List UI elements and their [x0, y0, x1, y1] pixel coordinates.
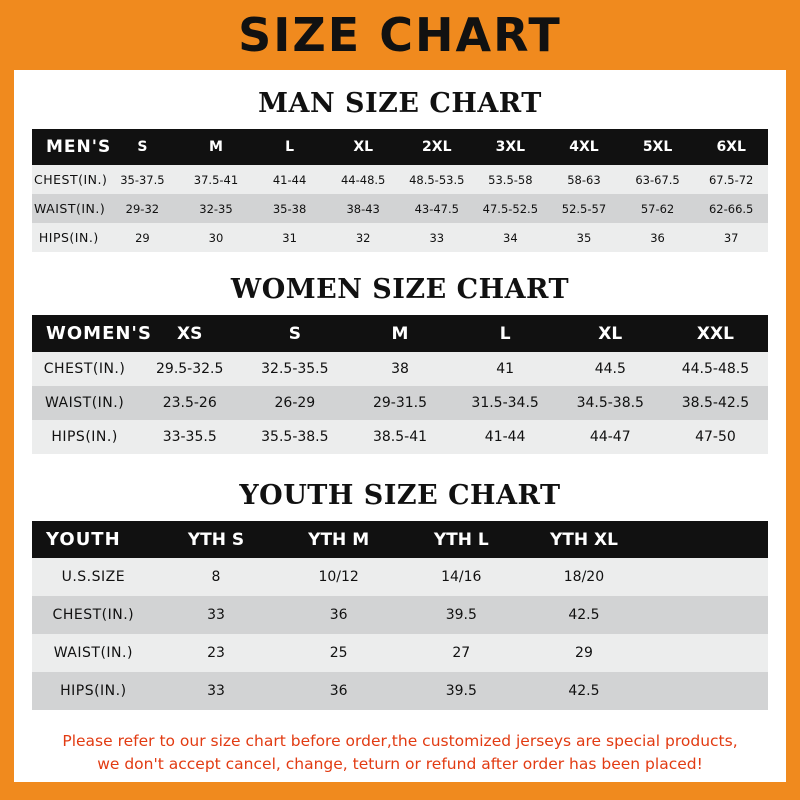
page-title: SIZE CHART — [238, 8, 562, 62]
bottom-accent-bar — [0, 782, 800, 800]
cell: 29.5-32.5 — [137, 352, 242, 386]
table-header-row — [32, 521, 768, 558]
cell: 26-29 — [242, 386, 347, 420]
table-row — [32, 596, 768, 634]
row-label: HIPS(IN.) — [32, 672, 155, 710]
content — [14, 88, 786, 777]
cell: 52.5-57 — [547, 194, 621, 223]
cell: 29-31.5 — [347, 386, 452, 420]
youth-size-col: YTH S — [155, 521, 278, 558]
note-line-2: we don't accept cancel, change, teturn or refund after order has been placed! — [97, 755, 703, 774]
cell: 14/16 — [400, 558, 523, 596]
disclaimer-note — [32, 730, 768, 777]
row-label: WAIST(IN.) — [32, 386, 137, 420]
banner — [14, 0, 786, 70]
youth-size-col-empty — [645, 521, 768, 558]
cell: 36 — [621, 223, 695, 252]
women-size-col: L — [453, 315, 558, 352]
man-size-col: S — [106, 129, 180, 165]
cell: 33 — [155, 672, 278, 710]
cell: 31 — [253, 223, 327, 252]
cell: 42.5 — [523, 672, 646, 710]
cell: 58-63 — [547, 165, 621, 194]
cell: 34 — [474, 223, 548, 252]
cell: 29 — [106, 223, 180, 252]
cell: 23.5-26 — [137, 386, 242, 420]
cell: 10/12 — [277, 558, 400, 596]
cell: 29 — [523, 634, 646, 672]
cell — [645, 558, 768, 596]
man-size-col: 3XL — [474, 129, 548, 165]
cell: 44.5 — [558, 352, 663, 386]
cell: 35-37.5 — [106, 165, 180, 194]
cell: 32-35 — [179, 194, 253, 223]
cell: 67.5-72 — [694, 165, 768, 194]
women-size-col: XXL — [663, 315, 768, 352]
cell — [645, 596, 768, 634]
cell: 36 — [277, 672, 400, 710]
row-label: U.S.SIZE — [32, 558, 155, 596]
women-section-title: WOMEN SIZE CHART — [230, 274, 570, 305]
youth-section-title: YOUTH SIZE CHART — [239, 480, 561, 511]
row-label: CHEST(IN.) — [32, 596, 155, 634]
cell: 32.5-35.5 — [242, 352, 347, 386]
cell: 57-62 — [621, 194, 695, 223]
man-size-col: 2XL — [400, 129, 474, 165]
table-row — [32, 420, 768, 454]
row-label: WAIST(IN.) — [32, 194, 106, 223]
youth-table-header — [32, 521, 768, 558]
table-row — [32, 558, 768, 596]
cell: 43-47.5 — [400, 194, 474, 223]
youth-size-table — [32, 521, 768, 710]
cell: 47-50 — [663, 420, 768, 454]
cell: 30 — [179, 223, 253, 252]
cell: 44-47 — [558, 420, 663, 454]
cell: 48.5-53.5 — [400, 165, 474, 194]
cell: 23 — [155, 634, 278, 672]
cell: 27 — [400, 634, 523, 672]
cell: 33 — [400, 223, 474, 252]
cell: 39.5 — [400, 672, 523, 710]
cell: 38.5-42.5 — [663, 386, 768, 420]
cell: 41-44 — [453, 420, 558, 454]
cell: 41 — [453, 352, 558, 386]
man-size-col: L — [253, 129, 327, 165]
cell — [645, 634, 768, 672]
man-size-col: M — [179, 129, 253, 165]
cell: 53.5-58 — [474, 165, 548, 194]
cell: 18/20 — [523, 558, 646, 596]
cell: 32 — [326, 223, 400, 252]
man-size-col: 6XL — [694, 129, 768, 165]
cell: 31.5-34.5 — [453, 386, 558, 420]
women-size-col: XS — [137, 315, 242, 352]
man-head-label: MEN'S — [32, 129, 106, 165]
row-label: HIPS(IN.) — [32, 223, 106, 252]
cell: 8 — [155, 558, 278, 596]
note-line-1: Please refer to our size chart before order,the customized jerseys are special products, — [62, 732, 738, 750]
cell: 47.5-52.5 — [474, 194, 548, 223]
man-table-header — [32, 129, 768, 165]
cell: 37.5-41 — [179, 165, 253, 194]
women-size-col: S — [242, 315, 347, 352]
table-header-row — [32, 129, 768, 165]
cell — [645, 672, 768, 710]
youth-table-body — [32, 558, 768, 710]
man-size-col: XL — [326, 129, 400, 165]
man-size-table — [32, 129, 768, 252]
cell: 39.5 — [400, 596, 523, 634]
cell: 34.5-38.5 — [558, 386, 663, 420]
youth-size-col: YTH L — [400, 521, 523, 558]
row-label: CHEST(IN.) — [32, 352, 137, 386]
table-row — [32, 194, 768, 223]
cell: 62-66.5 — [694, 194, 768, 223]
cell: 33-35.5 — [137, 420, 242, 454]
cell: 42.5 — [523, 596, 646, 634]
table-header-row — [32, 315, 768, 352]
women-table-body — [32, 352, 768, 454]
women-table-header — [32, 315, 768, 352]
table-row — [32, 672, 768, 710]
cell: 36 — [277, 596, 400, 634]
cell: 44.5-48.5 — [663, 352, 768, 386]
cell: 35.5-38.5 — [242, 420, 347, 454]
row-label: WAIST(IN.) — [32, 634, 155, 672]
table-row — [32, 386, 768, 420]
table-row — [32, 223, 768, 252]
man-size-col: 4XL — [547, 129, 621, 165]
women-size-table — [32, 315, 768, 454]
cell: 25 — [277, 634, 400, 672]
women-size-col: M — [347, 315, 452, 352]
cell: 63-67.5 — [621, 165, 695, 194]
cell: 41-44 — [253, 165, 327, 194]
women-head-label: WOMEN'S — [32, 315, 137, 352]
cell: 35-38 — [253, 194, 327, 223]
cell: 37 — [694, 223, 768, 252]
women-size-col: XL — [558, 315, 663, 352]
man-section-title: MAN SIZE CHART — [258, 88, 542, 119]
youth-size-col: YTH M — [277, 521, 400, 558]
table-row — [32, 165, 768, 194]
cell: 38 — [347, 352, 452, 386]
man-size-col: 5XL — [621, 129, 695, 165]
cell: 29-32 — [106, 194, 180, 223]
cell: 38-43 — [326, 194, 400, 223]
row-label: CHEST(IN.) — [32, 165, 106, 194]
cell: 33 — [155, 596, 278, 634]
man-table-body — [32, 165, 768, 252]
cell: 44-48.5 — [326, 165, 400, 194]
cell: 35 — [547, 223, 621, 252]
row-label: HIPS(IN.) — [32, 420, 137, 454]
youth-size-col: YTH XL — [523, 521, 646, 558]
cell: 38.5-41 — [347, 420, 452, 454]
youth-head-label: YOUTH — [32, 521, 155, 558]
table-row — [32, 352, 768, 386]
table-row — [32, 634, 768, 672]
